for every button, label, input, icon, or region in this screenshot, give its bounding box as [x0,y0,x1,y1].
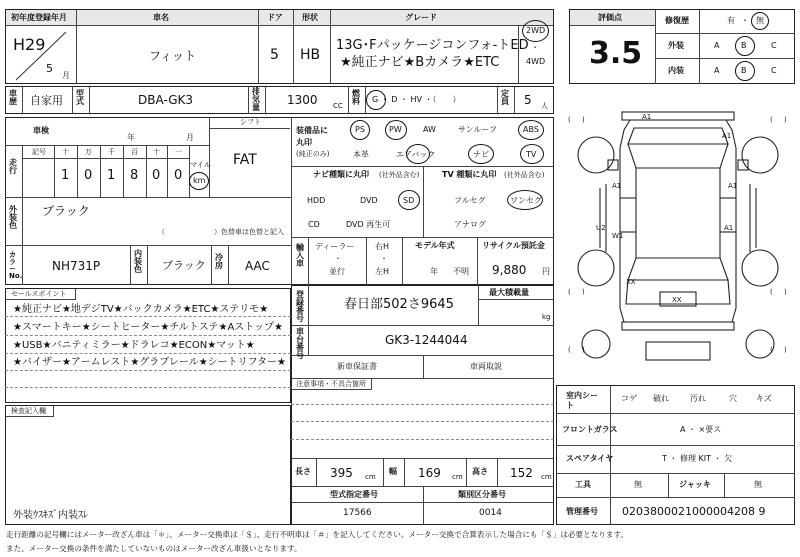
tv-label: TV 種類に丸印 [442,170,497,179]
spare-label: スペアタイヤ [566,454,614,463]
repair-yes: 有 [727,16,735,25]
inspector-box [5,405,291,525]
interior-label: 内装 [668,66,684,75]
repair-label: 修復歴 [665,16,689,25]
inspector-label: 検査記入欄 [11,407,46,415]
svg-text:): ) [784,346,787,354]
capacity: 5 [524,93,532,107]
displacement: 1300 [287,93,318,107]
capacity-unit: 人 [541,102,548,110]
repair-dot: ・ [741,16,749,25]
seat-item: コゲ [621,394,637,403]
exterior-c: C [771,41,777,50]
equip-abs: ABS [523,125,539,134]
svg-text:(: ( [568,346,571,354]
eval-label: 評価点 [598,13,622,22]
displacement-label: 排気量 [252,87,260,112]
class-no: 0014 [479,508,502,518]
shift-label: シフト [240,118,261,126]
interior-a: A [714,66,720,75]
length-label: 長さ [295,467,311,476]
drive-4wd: 4WD [526,57,546,66]
first-reg-month: 5 [46,62,53,75]
chassis: GK3-1244044 [385,333,468,347]
damage-mark: A1 [728,182,738,190]
equipment-label2: 丸印 [296,138,312,147]
sales-line: ★バイザー★アームレスト★グラブレール★シートリフター★ [13,357,286,368]
nav-label: ナビ種類に丸印 [313,170,369,179]
seat-item: 汚れ [690,394,706,403]
svg-text:): ) [784,288,787,296]
color-label: 外装色 [9,205,17,230]
import-dealer: ディーラー [315,242,355,251]
damage-mark: U2 [596,224,606,232]
manual: 車両取説 [470,362,502,371]
nav-dvd-play: DVD 再生可 [346,220,391,229]
notes-label: 注意事項・不具合箇所 [296,380,366,388]
model: DBA-GK3 [138,93,193,107]
shape-label: 形状 [302,13,318,22]
inspector-note: 外装ｳｽｷｽﾞ内装ｽﾚ [13,510,88,521]
tv-oneseg: ワンセグ [510,196,542,205]
kg-unit: kg [542,313,551,321]
doors: 5 [270,47,279,63]
first-reg-label: 初年度登録年月 [11,13,67,22]
type-no: 17566 [343,508,372,518]
digit-label-thousand: 千 [108,148,115,156]
model-year-label: モデル年式 [415,241,455,250]
nav-hdd: HDD [307,196,326,205]
first-reg-year: H29 [13,35,46,54]
mileage-digit: 8 [130,168,139,183]
grade-line2: ★純正ナビ★Bカメラ★ETC [340,55,500,70]
spare-options: T ・ 修理 KIT ・ 欠 [662,454,733,463]
equip-ps: PS [355,125,365,134]
damage-mark: XX [626,278,636,286]
damage-mark: A1 [724,224,734,232]
inspection-label: 車検 [33,126,49,135]
mileage-digit: 0 [152,168,161,183]
month-unit: 月 [62,71,70,80]
svg-text:): ) [784,116,787,124]
sales-line: ★USB★バニティミラー★ドラレコ★ECON★マット★ [13,340,255,351]
shift: FAT [233,152,257,168]
footer-note: 走行距離の記号欄にはメーター改ざん車は「＊」、メーター交換車は「＄」、走行不明車は「＃」を記入してください。メーター交換で合算表示した場合にも「＄」は必要となります。 [6,530,629,539]
interior-c: C [771,66,777,75]
repair-no: 無 [756,16,764,25]
sales-line: ★純正ナビ★地デジTV★バックカメラ★ETC★ステリモ★ [13,304,269,315]
interior-color-label: 内装色 [134,249,142,274]
fuel-options: G ・ D ・ HV ・（ ） [372,95,461,104]
digit-label-ten-thousand: 万 [85,148,92,156]
equip-leather: 本革 [353,150,369,159]
equip-navi: ナビ [473,150,489,159]
warranty: 新車保証書 [337,362,377,371]
height-label: 高さ [472,467,488,476]
height-unit: cm [541,473,552,481]
damage-mark: A1 [642,113,652,121]
svg-text:(: ( [770,346,773,354]
tools: 無 [634,480,642,489]
max-load-label: 最大積載量 [489,288,529,297]
model-label: 型式 [76,89,84,106]
width: 169 [418,466,441,480]
model-year-year: 年 [430,267,438,276]
shape: HB [300,47,321,63]
exterior-a: A [714,41,720,50]
sales-line: ★スマートキー★シートヒーター★チルトステ★Aストップ★ [13,322,283,333]
svg-text:): ) [582,288,585,296]
inspection-year: 年 [127,133,135,142]
svg-text:(: ( [770,116,773,124]
car-damage-diagram [560,108,796,378]
interior-color: ブラック [162,259,206,272]
type-no-label: 型式指定番号 [330,490,378,499]
grade-label: グレード [405,13,437,22]
exterior-b: B [741,41,747,50]
import-right: 右H [375,242,390,251]
digit-label-ten-thousand-ten: 十 [62,148,69,156]
tv-fullseg: フルセグ [454,196,486,205]
digit-label-mark: 記号 [32,148,46,156]
ac: AAC [245,259,270,273]
mileage-label: 走行 [9,158,17,175]
import-dot: ・ [334,254,342,263]
equipment-label3: (純正のみ) [296,150,330,158]
footer-note2: また、メーター交換の条件を満たしていないものはメーター改ざん車扱いとなります。 [6,544,302,553]
door-label: ドア [267,13,283,22]
damage-mark: A1 [612,182,622,190]
color-code-label: カラーNo. [9,251,23,280]
width-unit: cm [452,473,463,481]
digit-label-ten: 十 [153,148,160,156]
svg-text:): ) [582,346,585,354]
svg-text:(: ( [568,116,571,124]
car-name-label: 車名 [153,13,169,22]
height: 152 [510,466,533,480]
tv-analog: アナログ [454,220,486,229]
import-parallel: 並行 [329,267,345,276]
inspection-month: 月 [186,133,194,142]
ac-label: 冷房 [215,253,223,270]
jack: 無 [754,480,762,489]
cc-unit: CC [333,102,343,110]
fuel-label: 燃料 [352,89,360,106]
row2 [5,86,554,114]
damage-mark: A1 [722,132,732,140]
seat-label: 室内シート [566,391,598,410]
seat-item: 破れ [653,394,669,403]
tv-note: (社外品含む) [504,171,545,179]
grade-line1: 13G･Fパッケージコンフォ-トED [336,38,529,53]
plate: 春日部502さ9645 [344,297,454,312]
use-label: 車歴 [9,89,17,106]
chassis-label: 車台番号 [296,327,304,360]
drive-2wd: 2WD [526,26,546,35]
nav-cd: CD [308,220,320,229]
sales-label: セールスポイント [11,290,67,298]
length-unit: cm [365,473,376,481]
interior-b: B [741,66,747,75]
glass-label: フロントガラス [562,425,618,434]
plate-label: 登録番号 [296,290,304,323]
car-name: フィット [149,49,197,63]
recycle-unit: 円 [542,267,550,276]
equipment-label: 装備品に [296,126,328,135]
color-value: ブラック [42,204,90,218]
equip-tv: TV [526,150,537,159]
km-unit: km [193,176,206,185]
import-label: 輸入車 [296,243,304,268]
equip-pw: PW [389,125,402,134]
drive-sep: ・ [531,43,539,52]
import-left: 左H [375,267,390,276]
digit-label-one: 一 [175,148,182,156]
mileage-digit: 0 [174,168,183,183]
mileage-digit: 1 [61,168,70,183]
svg-text:(: ( [770,288,773,296]
nav-note: (社外品含む) [379,171,420,179]
mileage-digit: 1 [107,168,116,183]
nav-dvd: DVD [360,196,378,205]
length: 395 [330,466,353,480]
damage-mark: XX [672,296,682,304]
svg-text:(: ( [568,288,571,296]
equip-airbag: エアバック [396,150,436,159]
glass-options: A ・ ×要ス [680,425,722,434]
seat-item: 穴 [729,394,737,403]
damage-mark: W1 [612,232,624,240]
model-year-unknown: 不明 [453,267,469,276]
use: 自家用 [30,94,63,107]
width-label: 幅 [389,467,397,476]
svg-text:): ) [582,116,585,124]
recycle-value: 9,880 [492,263,527,277]
jack-label: ジャッキ [679,480,711,489]
equip-aw: AW [423,125,436,134]
class-no-label: 類別区分番号 [458,490,506,499]
mgmt-number: 0203800021000004208 9 [622,505,766,518]
import-dot2: ・ [380,254,388,263]
equip-sunroof: サンルーフ [458,125,497,134]
tools-label: 工具 [575,480,591,489]
mile-unit: マイル [190,161,211,169]
color-code: NH731P [52,259,101,273]
exterior-label: 外装 [668,41,684,50]
color-change-note: （ ）色替車は色替と記入 [158,228,284,236]
capacity-label: 定員 [501,89,509,106]
digit-label-hundred: 百 [131,148,138,156]
seat-item: キズ [756,394,772,403]
nav-sd: SD [403,196,415,205]
mileage-digit: 0 [84,168,93,183]
recycle-label: リサイクル預託金 [482,241,545,250]
eval-score: 3.5 [589,36,643,71]
mgmt-label: 管理番号 [566,507,598,516]
